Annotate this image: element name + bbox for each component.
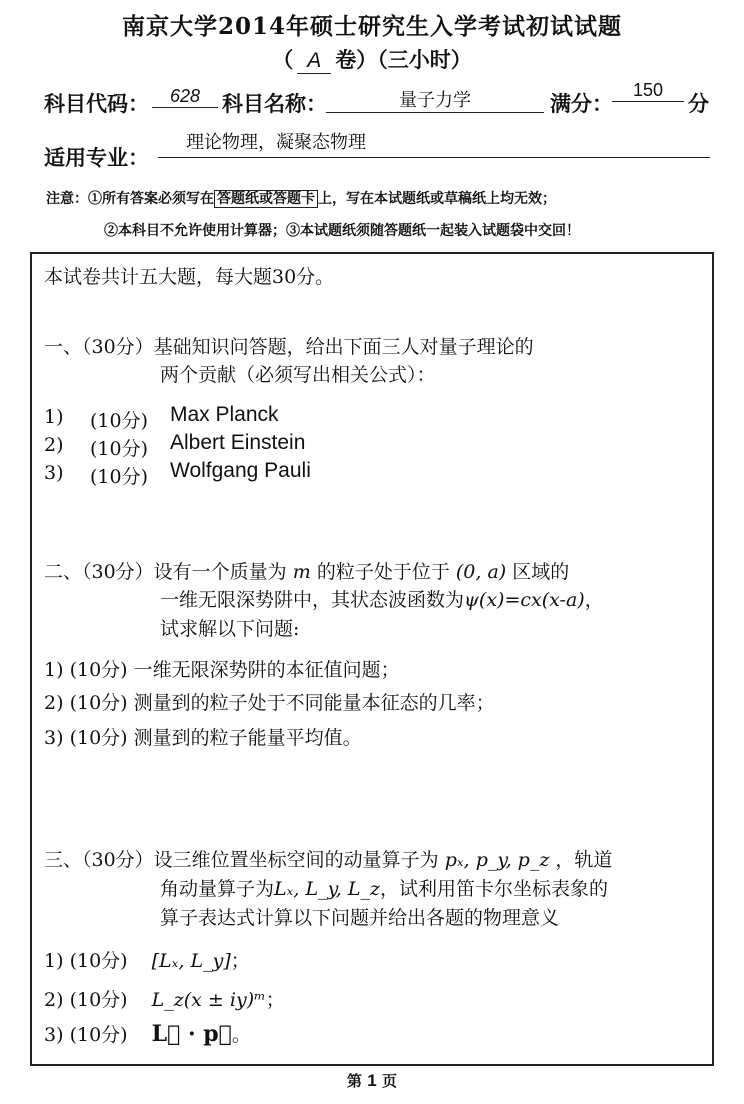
q2-item-3-score: (10分) [69, 727, 128, 749]
paper-suffix: 卷）（三小时） [335, 47, 472, 72]
q1-item-1-score: (10分) [90, 410, 149, 432]
q2-range: (0, a) [455, 561, 507, 583]
q3-item-1-end: ； [230, 950, 250, 972]
q1-item-2-text: Albert Einstein [170, 431, 306, 454]
page-number-value: 1 [367, 1071, 377, 1090]
notice-line-1-prefix: 注意：①所有答案必须写在 [46, 191, 214, 207]
subject-code-value: 628 [152, 86, 218, 108]
q3-heading-b: ，轨道 [555, 849, 613, 871]
q2-item-2-score: (10分) [69, 692, 128, 714]
q3-item-3-number: 3) [44, 1024, 64, 1046]
q2-heading [44, 557, 569, 584]
q1-heading-line-2: 两个贡献（必须写出相关公式）： [160, 364, 436, 386]
q3-item-2-number: 2) [44, 989, 64, 1011]
q1-item-1-number: 1) [44, 406, 64, 428]
q2-item-1-text: 一维无限深势阱的本征值问题； [133, 659, 400, 681]
q3-item-2 [44, 985, 285, 1012]
q3-item-1-score: (10分) [69, 950, 128, 972]
exam-subtitle [0, 44, 744, 74]
q1-item-3-text: Wolfgang Pauli [170, 459, 311, 482]
q1-item-3-number: 3) [44, 462, 64, 484]
q1-item-2-score: (10分) [90, 438, 149, 460]
paper-volume: A [297, 49, 331, 74]
q3-line2-a: 角动量算子为 [160, 878, 275, 900]
q3-line2-b: ，试利用笛卡尔坐标表象的 [380, 878, 609, 900]
page-number [0, 1070, 744, 1091]
q1-item-2-number: 2) [44, 434, 64, 456]
full-score-label: 满分： [550, 91, 613, 116]
full-score-unit: 分 [688, 91, 709, 116]
q2-item-1-score: (10分) [69, 659, 128, 681]
page-suffix: 页 [381, 1072, 397, 1090]
paper-prefix: （ [272, 47, 294, 72]
q1-item-1-text: Max Planck [170, 403, 279, 426]
q3-item-3-end: 。 [231, 1024, 251, 1046]
notice-line-1 [46, 188, 556, 208]
q1-heading: 一、（30分）基础知识问答题，给出下面三人对量子理论的 [44, 336, 534, 358]
q2-heading-b: 的粒子处于位于 [316, 561, 450, 583]
answer-sheet-box: 答题纸或答题卡 [214, 190, 318, 208]
q3-item-2-formula: L_z(x ± iy)ᵐ [151, 989, 266, 1011]
q2-item-2 [44, 688, 495, 715]
q3-item-3-formula: L⃗ · p⃗ [151, 1021, 232, 1047]
q3-item-3 [44, 1020, 251, 1047]
q2-item-2-text: 测量到的粒子处于不同能量本征态的几率； [133, 692, 495, 714]
q3-item-1 [44, 946, 250, 973]
major-value: 理论物理，凝聚态物理 [158, 128, 710, 158]
q2-item-3 [44, 723, 362, 750]
q3-item-3-score: (10分) [69, 1024, 128, 1046]
full-score-value: 150 [612, 80, 684, 102]
q3-item-1-number: 1) [44, 950, 64, 972]
q1-item-3-score: (10分) [90, 466, 149, 488]
q2-item-2-number: 2) [44, 692, 64, 714]
major-label: 适用专业： [44, 145, 149, 170]
q3-item-1-formula: [Lₓ, L_y] [151, 950, 231, 972]
q3-angular-momentum-operators: Lₓ, L_y, L_z [274, 878, 380, 900]
notice-line-1-suffix: 上，写在本试题纸或草稿纸上均无效； [318, 191, 556, 207]
q2-mass-symbol: m [292, 561, 311, 583]
q2-heading-a: 二、（30分）设有一个质量为 [44, 561, 287, 583]
q2-item-3-text: 测量到的粒子能量平均值。 [133, 727, 362, 749]
subject-name-value: 量子力学 [326, 86, 544, 113]
q2-item-1 [44, 655, 400, 682]
subject-code-label: 科目代码： [44, 91, 149, 116]
q2-heading-line-3: 试求解以下问题: [160, 618, 300, 640]
q3-heading [44, 845, 612, 872]
notice-line-2: ②本科目不允许使用计算器；③本试题纸须随答题纸一起装入试题袋中交回！ [104, 223, 580, 239]
q2-heading-line-2 [160, 585, 604, 612]
q2-heading-c: 区域的 [512, 561, 570, 583]
intro-text: 本试卷共计五大题，每大题30分。 [44, 266, 335, 288]
page-prefix: 第 [347, 1072, 363, 1090]
q2-line2-end: ， [584, 589, 604, 611]
q2-wavefunction: ψ(x)=cx(x-a) [464, 589, 585, 611]
q3-heading-line-3: 算子表达式计算以下问题并给出各题的物理意义 [160, 907, 560, 929]
q3-item-2-score: (10分) [69, 989, 128, 1011]
q3-momentum-operators: pₓ, p_y, p_z [444, 849, 550, 871]
q3-item-2-end: ； [265, 989, 285, 1011]
exam-title: 南京大学2014年硕士研究生入学考试初试试题 [121, 13, 622, 40]
q2-line2-a: 一维无限深势阱中，其状态波函数为 [160, 589, 465, 611]
subject-name-label: 科目名称： [222, 91, 327, 116]
q3-heading-a: 三、（30分）设三维位置坐标空间的动量算子为 [44, 849, 439, 871]
q2-item-3-number: 3) [44, 727, 64, 749]
q3-heading-line-2 [160, 874, 608, 901]
q2-item-1-number: 1) [44, 659, 64, 681]
